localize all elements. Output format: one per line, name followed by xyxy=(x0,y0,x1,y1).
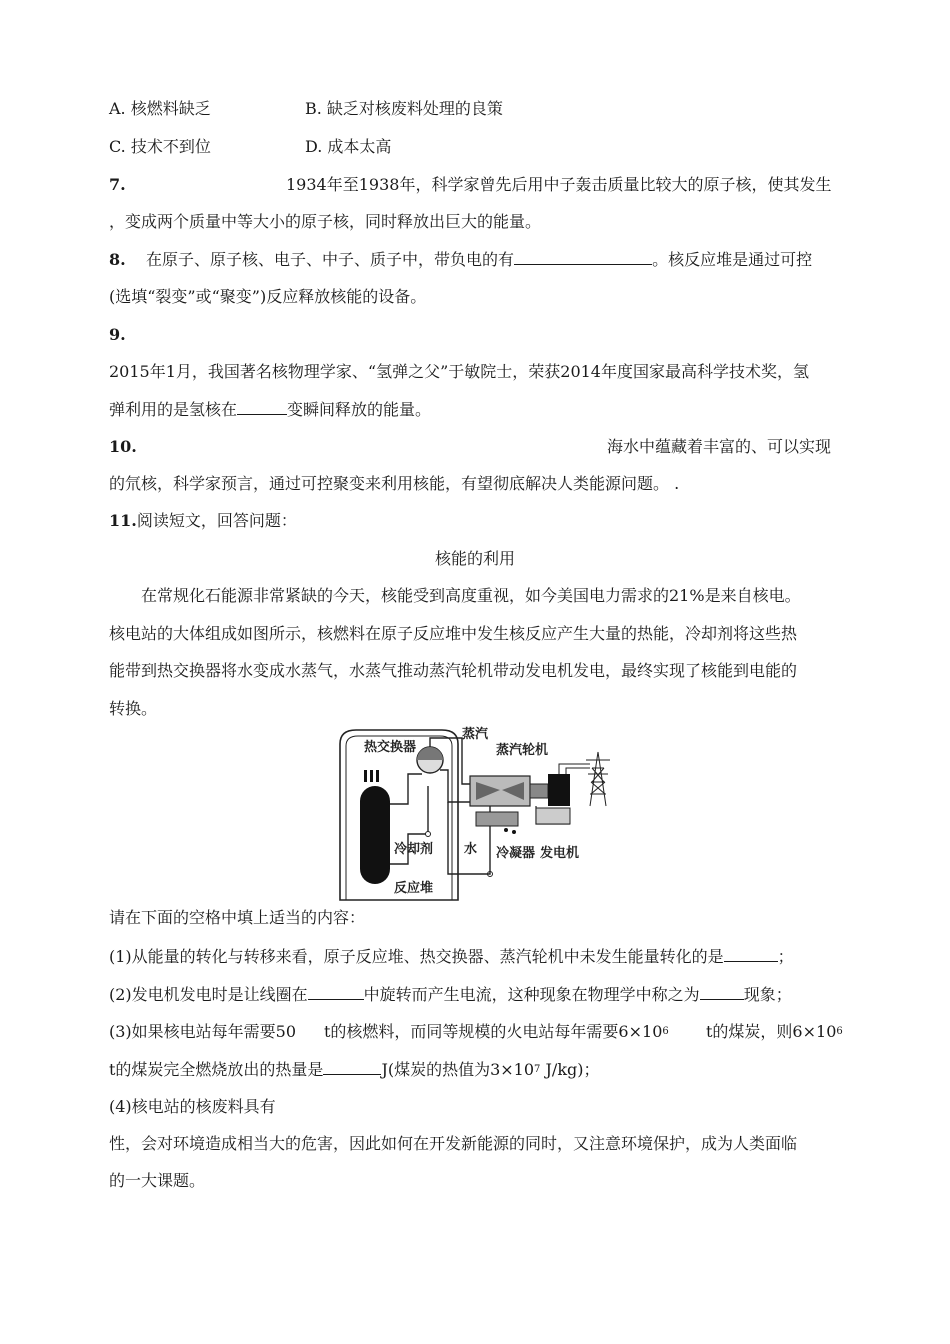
subquestion-1-end: ； xyxy=(777,947,794,966)
question-9-line2: 2015年1月，我国著名核物理学家、“氢弹之父”于敏院士，荣获2014年度国家最高科学技术奖，氢 xyxy=(109,362,809,381)
answer-blank[interactable] xyxy=(700,984,744,1000)
subquestion-3-text-a: (3)如果核电站每年需要50 xyxy=(109,1022,297,1041)
subquestion-3-text-c xyxy=(706,1022,843,1042)
power-pylon xyxy=(586,752,610,806)
label-turbine: 蒸汽轮机 xyxy=(496,743,549,758)
control-rod xyxy=(370,770,373,782)
passage-line-3: 能带到热交换器将水变成水蒸气，水蒸气推动蒸汽轮机带动发电机发电，最终实现了核能到电能的 xyxy=(109,661,798,680)
subquestion-4-line3: 的一大课题。 xyxy=(109,1171,206,1190)
question-10-line2: 的氘核，科学家预言，通过可控聚变来利用核能，有望彻底解决人类能源问题。 . xyxy=(109,474,680,493)
subquestion-1 xyxy=(109,946,794,967)
passage-line-2: 核电站的大体组成如图所示，核燃料在原子反应堆中发生核反应产生大量的热能，冷却剂将这些热 xyxy=(109,624,798,643)
subquestion-2-text-c: 现象； xyxy=(743,985,792,1004)
generator xyxy=(548,774,570,806)
label-coolant: 冷却剂 xyxy=(394,842,434,857)
subquestion-1-text: (1)从能量的转化与转移来看，原子反应堆、热交换器、蒸汽轮机中未发生能量转化的是 xyxy=(109,947,724,966)
label-condenser: 冷凝器 xyxy=(496,846,536,861)
subquestion-3-text-b-main: t的核燃料，而同等规模的火电站每年需要6×10 xyxy=(324,1022,663,1041)
label-generator: 发电机 xyxy=(540,846,580,861)
label-steam: 蒸汽 xyxy=(462,727,489,742)
question-8 xyxy=(109,249,812,270)
subquestion-2 xyxy=(109,984,792,1005)
subquestion-4-line2: 性，会对环境造成相当大的危害，因此如何在开发新能源的同时，又注意环境保护，成为人类面临 xyxy=(109,1134,798,1153)
exponent: 7 xyxy=(534,1064,541,1075)
answer-blank[interactable] xyxy=(308,984,364,1000)
fill-in-prompt: 请在下面的空格中填上适当的内容： xyxy=(109,908,366,927)
option-c: C. 技术不到位 xyxy=(109,137,211,156)
question-8-line2: (选填“裂变”或“聚变”)反应释放核能的设备。 xyxy=(109,287,427,306)
reactor-vessel xyxy=(360,786,390,884)
question-8-text-b: 。核反应堆是通过可控 xyxy=(652,250,813,269)
answer-blank[interactable] xyxy=(514,249,652,265)
question-11-number: 11. xyxy=(109,511,137,530)
passage-line-1: 在常规化石能源非常紧缺的今天，核能受到高度重视，如今美国电力需求的21%是来自核电。 xyxy=(141,586,801,605)
answer-blank[interactable] xyxy=(323,1059,381,1075)
passage-line-4: 转换。 xyxy=(109,699,158,718)
label-reactor: 反应堆 xyxy=(394,881,434,896)
question-9-text-a: 弹利用的是氢核在 xyxy=(109,400,238,419)
question-8-text-a: 在原子、原子核、电子、中子、质子中，带负电的有 xyxy=(146,250,515,269)
subquestion-2-text-a: (2)发电机发电时是让线圈在 xyxy=(109,985,308,1004)
subquestion-3-text-c-main: t的煤炭，则6×10 xyxy=(706,1022,837,1041)
question-9-text-b: 变瞬间释放的能量。 xyxy=(287,400,432,419)
question-7-number: 7. xyxy=(109,175,126,194)
question-10-text: 海水中蕴藏着丰富的、可以实现 xyxy=(607,437,832,456)
subquestion-4: (4)核电站的核废料具有 xyxy=(109,1097,276,1116)
question-10-number: 10. xyxy=(109,437,137,456)
question-7-line2: ，变成两个质量中等大小的原子核，同时释放出巨大的能量。 xyxy=(109,212,542,231)
answer-blank[interactable] xyxy=(237,399,287,415)
option-b: B. 缺乏对核废料处理的良策 xyxy=(305,99,503,118)
subquestion-2-text-b: 中旋转而产生电流，这种现象在物理学中称之为 xyxy=(363,985,700,1004)
question-9-number: 9. xyxy=(109,325,126,344)
label-water: 水 xyxy=(464,842,478,857)
passage-title: 核能的利用 xyxy=(435,549,516,568)
question-11-intro-text: 阅读短文，回答问题： xyxy=(136,511,297,530)
subquestion-3-text-b xyxy=(324,1022,669,1042)
exponent: 6 xyxy=(836,1026,843,1037)
exponent: 6 xyxy=(662,1026,669,1037)
subquestion-3-line2-a: t的煤炭完全燃烧放出的热量是 xyxy=(109,1060,324,1079)
option-a: A. 核燃料缺乏 xyxy=(109,99,211,118)
question-7-text: 1934年至1938年，科学家曾先后用中子轰击质量比较大的原子核，使其发生 xyxy=(286,175,832,194)
subquestion-3-line2 xyxy=(109,1059,600,1080)
answer-blank[interactable] xyxy=(724,946,778,962)
option-d: D. 成本太高 xyxy=(305,137,392,156)
nuclear-plant-diagram xyxy=(330,724,620,902)
control-rod xyxy=(364,770,367,782)
question-9-line3 xyxy=(109,399,431,420)
subquestion-3-line2-b: J(煤炭的热值为3×10 xyxy=(381,1060,535,1079)
condenser xyxy=(476,812,518,826)
control-rod xyxy=(376,770,379,782)
question-8-number: 8. xyxy=(109,250,126,269)
subquestion-3-line2-c: J/kg)； xyxy=(540,1060,600,1079)
label-heat-exchanger: 热交换器 xyxy=(364,740,417,755)
question-11-intro xyxy=(109,511,297,531)
